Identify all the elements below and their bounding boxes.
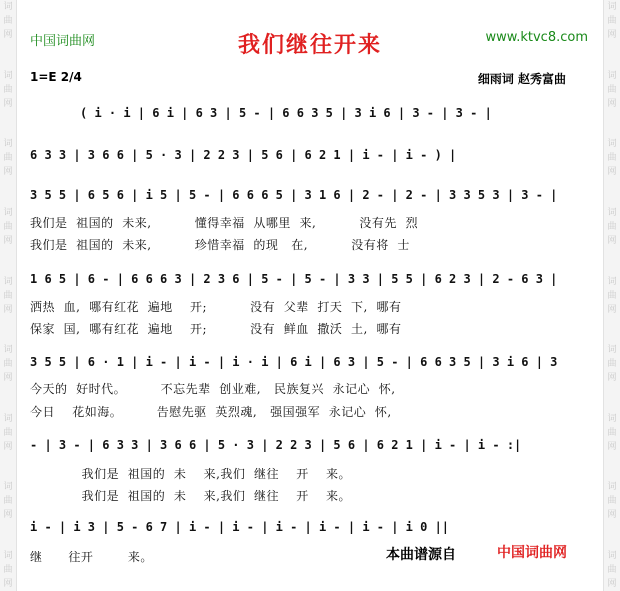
watermark-char: 网 <box>3 30 13 40</box>
watermark-char: 网 <box>3 510 13 521</box>
watermark-char: 网 <box>607 510 617 521</box>
watermark-char: 词 <box>3 482 13 493</box>
notation-line-2: 6 3 3 | 3 6 6 | 5 · 3 | 2 2 3 | 5 6 | 6 2 1 | i - | i - ) | <box>30 148 457 162</box>
watermark-char: 网 <box>3 98 13 109</box>
watermark-char: 网 <box>607 304 617 315</box>
watermark-char: 词 <box>3 345 13 356</box>
watermark-char: 网 <box>3 304 13 315</box>
notation-line-7: i - | i 3 | 5 - 6 7 | i - | i - | i - | i - | i - | i 0 || <box>30 520 450 534</box>
watermark-char: 网 <box>3 167 13 178</box>
notation-line-1: ( i · i | 6 i | 6 3 | 5 - | 6 6 3 5 | 3 i 6 | 3 - | 3 - | <box>80 106 492 120</box>
watermark-char: 词 <box>3 70 13 81</box>
watermark-char: 词 <box>3 2 13 12</box>
watermark-char: 曲 <box>3 427 13 438</box>
watermark-char: 词 <box>607 139 617 150</box>
watermark-char: 曲 <box>607 565 617 575</box>
watermark-char: 词 <box>607 551 617 561</box>
lyric-line-5b: 今日 花如海。 告慰先驱 英烈魂, 强国强军 永记心 怀, <box>30 405 392 419</box>
watermark-char: 网 <box>607 98 617 109</box>
lyric-line-6a: 我们是 祖国的 未 来,我们 继往 开 来。 <box>60 467 352 481</box>
watermark-char: 词 <box>607 2 617 12</box>
watermark-char: 曲 <box>607 16 617 26</box>
watermark-char: 曲 <box>607 221 617 232</box>
notation-line-4: 1 6 5 | 6 - | 6 6 6 3 | 2 3 6 | 5 - | 5 - | 3 3 | 5 5 | 6 2 3 | 2 - 6 3 | <box>30 272 558 286</box>
left-watermark-column <box>0 0 17 591</box>
watermark-char: 曲 <box>3 221 13 232</box>
credits: 细雨词 赵秀富曲 <box>477 72 566 86</box>
watermark-char: 网 <box>607 235 617 246</box>
watermark-char: 词 <box>607 482 617 493</box>
watermark-char: 曲 <box>3 565 13 575</box>
notation-line-5: 3 5 5 | 6 · 1 | i - | i - | i · i | 6 i | 6 3 | 5 - | 6 6 3 5 | 3 i 6 | 3 <box>30 355 558 369</box>
key-signature: 1=E 2/4 <box>30 70 82 84</box>
watermark-char: 网 <box>607 373 617 384</box>
watermark-char: 词 <box>3 276 13 287</box>
watermark-char: 网 <box>3 579 13 589</box>
watermark-char: 网 <box>3 235 13 246</box>
site-url-link[interactable]: www.ktvc8.com <box>485 30 588 45</box>
source-site-link[interactable]: 中国词曲网 <box>497 545 567 561</box>
watermark-char: 曲 <box>607 290 617 301</box>
site-name-link[interactable]: 中国词曲网 <box>30 34 96 49</box>
watermark-char: 曲 <box>3 359 13 370</box>
watermark-char: 曲 <box>607 359 617 370</box>
source-label: 本曲谱源自 <box>386 547 456 563</box>
watermark-char: 曲 <box>3 84 13 95</box>
lyric-line-5a: 今天的 好时代。 不忘先辈 创业难, 民族复兴 永记心 怀, <box>30 382 396 396</box>
watermark-char: 曲 <box>607 496 617 507</box>
watermark-char: 词 <box>607 276 617 287</box>
watermark-char: 曲 <box>607 84 617 95</box>
watermark-char: 曲 <box>3 153 13 164</box>
watermark-char: 词 <box>607 413 617 424</box>
notation-line-3: 3 5 5 | 6 5 6 | i 5 | 5 - | 6 6 6 5 | 3 1 6 | 2 - | 2 - | 3 3 5 3 | 3 - | <box>30 188 558 202</box>
watermark-char: 网 <box>607 30 617 40</box>
watermark-char: 网 <box>3 373 13 384</box>
watermark-char: 曲 <box>3 290 13 301</box>
watermark-char: 曲 <box>607 153 617 164</box>
lyric-line-7: 继 往开 来。 <box>30 550 153 564</box>
watermark-char: 曲 <box>607 427 617 438</box>
song-title: 我们继往开来 <box>237 32 382 58</box>
watermark-char: 词 <box>607 345 617 356</box>
watermark-char: 词 <box>3 139 13 150</box>
watermark-char: 词 <box>607 70 617 81</box>
lyric-line-6b: 我们是 祖国的 未 来,我们 继往 开 来。 <box>60 489 352 503</box>
watermark-char: 网 <box>3 441 13 452</box>
lyric-line-4b: 保家 国, 哪有红花 遍地 开; 没有 鲜血 撒沃 土, 哪有 <box>30 322 402 336</box>
watermark-char: 曲 <box>3 16 13 26</box>
notation-line-6: - | 3 - | 6 3 3 | 3 6 6 | 5 · 3 | 2 2 3 | 5 6 | 6 2 1 | i - | i - :| <box>30 438 522 452</box>
watermark-char: 网 <box>607 441 617 452</box>
watermark-char: 词 <box>3 413 13 424</box>
watermark-char: 词 <box>3 551 13 561</box>
watermark-char: 曲 <box>3 496 13 507</box>
watermark-char: 词 <box>607 207 617 218</box>
watermark-char: 网 <box>607 167 617 178</box>
watermark-char: 网 <box>607 579 617 589</box>
watermark-char: 词 <box>3 207 13 218</box>
lyric-line-3b: 我们是 祖国的 未来, 珍惜幸福 的现 在, 没有将 士 <box>30 238 410 252</box>
lyric-line-4a: 洒热 血, 哪有红花 遍地 开; 没有 父辈 打天 下, 哪有 <box>30 300 402 314</box>
lyric-line-3a: 我们是 祖国的 未来, 懂得幸福 从哪里 来, 没有先 烈 <box>30 216 419 230</box>
